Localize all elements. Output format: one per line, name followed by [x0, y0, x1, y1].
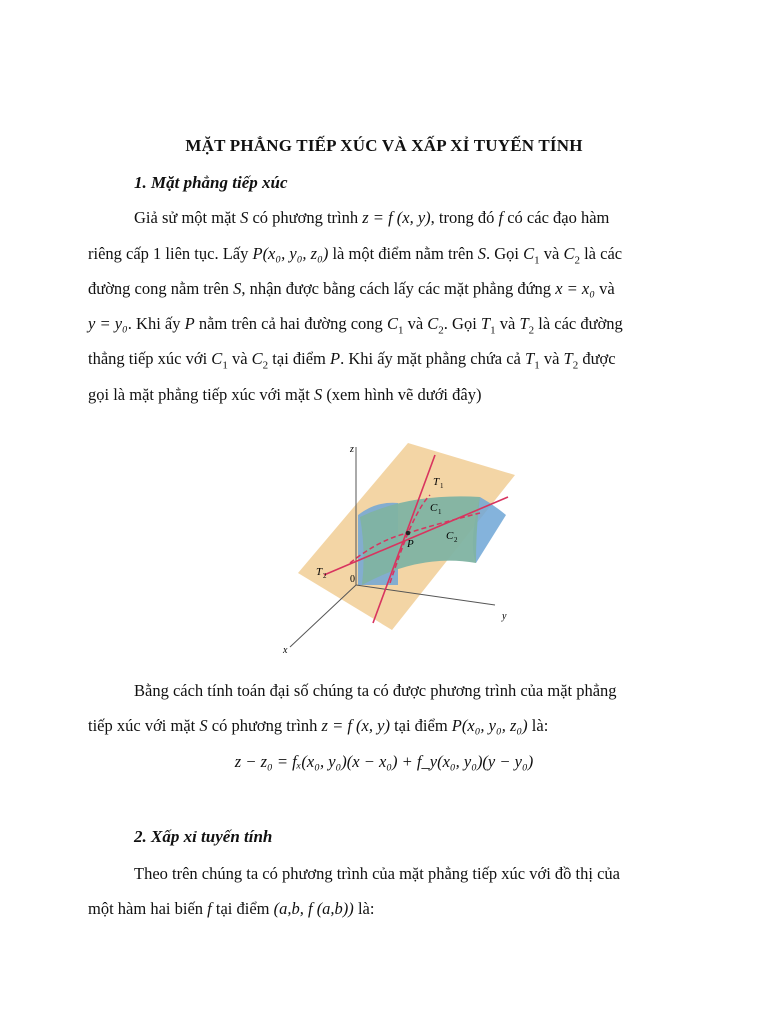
math-C1: C [523, 244, 535, 263]
math-S: S [313, 385, 323, 404]
text: . Gọi [485, 244, 524, 263]
math-T2: T [519, 314, 529, 333]
math-S: S [233, 279, 242, 298]
point-P [406, 531, 411, 536]
para3-line1: Theo trên chúng ta có phương trình của mặt phẳng tiếp xúc với đồ thị của [134, 864, 620, 883]
math-S: S [240, 208, 249, 227]
sub: 1 [490, 324, 496, 337]
label-T1-sub: 1 [440, 482, 444, 490]
text: có phương trình [207, 716, 322, 735]
label-C2-sub: 2 [454, 536, 458, 544]
text: đường cong nằm trên [88, 279, 234, 298]
text: , nhận được bằng cách lấy các mặt phẳng đứng [241, 279, 556, 298]
label-T2-sub: 2 [323, 572, 327, 580]
text: là: [353, 899, 375, 918]
text: và [227, 349, 252, 368]
text: và [495, 314, 520, 333]
math-T1: T [480, 314, 491, 333]
math-C2: C [427, 314, 439, 333]
label-T1: T [433, 476, 440, 488]
text: . Gọi [443, 314, 481, 333]
math-x-equation: x = x₀ [555, 279, 595, 298]
label-P: P [407, 538, 414, 550]
text: là một điểm nằm trên [328, 244, 478, 263]
text: thẳng tiếp xúc với [88, 349, 212, 368]
text: . Khi ấy mặt phẳng chứa cả [340, 349, 525, 368]
math-T1: T [525, 349, 535, 368]
text: là: [527, 716, 549, 735]
page-title: MẶT PHẲNG TIẾP XÚC VÀ XẤP XỈ TUYẾN TÍNH [185, 136, 583, 155]
label-C1-sub: 1 [438, 508, 442, 516]
para2-line2 [88, 716, 548, 736]
text: , trong đó [430, 208, 499, 227]
text: là các đường [534, 314, 623, 333]
label-z: z [350, 444, 354, 455]
section-1-heading: 1. Mặt phẳng tiếp xúc [134, 173, 288, 192]
section-2-heading: 2. Xấp xỉ tuyến tính [134, 827, 273, 846]
math-y-equation: y = y₀ [88, 314, 128, 333]
para1-line1 [134, 208, 609, 228]
label-x: x [283, 645, 288, 655]
text: có phương trình [248, 208, 363, 227]
math-C1: C [211, 349, 223, 368]
text: có các đạo hàm [503, 208, 610, 227]
para1-line3 [88, 279, 615, 299]
math-C1: C [386, 314, 398, 333]
math-T2: T [563, 349, 573, 368]
text: và [403, 314, 428, 333]
math-C2: C [563, 244, 575, 263]
tangent-plane-figure [280, 435, 525, 655]
tangent-plane-equation: z − z₀ = fₓ(x₀, y₀)(x − x₀) + f_y(x₀, y₀)(y − y₀) [234, 752, 534, 771]
math-P: P [184, 314, 195, 333]
para2-line1: Bằng cách tính toán đại số chúng ta có được phương trình của mặt phẳng [134, 681, 617, 700]
text: được [578, 349, 616, 368]
math-point-abf: (a,b, f (a,b)) [273, 899, 354, 918]
text: tại điểm [268, 349, 331, 368]
text: tiếp xúc với mặt [88, 716, 200, 735]
math-point-P0: P(x₀, y₀, z₀) [451, 716, 528, 735]
text: . Khi ấy [127, 314, 185, 333]
math-P: P [330, 349, 341, 368]
math-C2: C [251, 349, 263, 368]
label-origin: 0 [350, 574, 355, 585]
sub: 2 [262, 359, 269, 372]
text: và [539, 244, 564, 263]
sub: 2 [438, 324, 444, 337]
sub: 2 [528, 324, 535, 337]
x-axis [290, 585, 356, 647]
para1-line2 [88, 244, 622, 266]
label-C1: C [430, 502, 438, 514]
math-z-equation: z = f (x, y) [362, 208, 431, 227]
math-S: S [199, 716, 208, 735]
text: riêng cấp 1 liên tục. Lấy [88, 244, 253, 263]
math-z-equation: z = f (x, y) [321, 716, 390, 735]
text: tại điểm [389, 716, 452, 735]
text: nằm trên cả hai đường cong [194, 314, 387, 333]
sub: 1 [534, 254, 540, 267]
text: và [539, 349, 564, 368]
text: là các [579, 244, 623, 263]
para1-line6 [88, 385, 481, 405]
text: (xem hình vẽ dưới đây) [322, 385, 482, 404]
label-C2: C [446, 530, 454, 542]
para1-line4 [88, 314, 623, 336]
math-S: S [477, 244, 486, 263]
sub: 1 [534, 359, 540, 372]
para3-line2 [88, 899, 374, 919]
text: Giả sử một mặt [134, 208, 241, 227]
math-point-P0: P(x₀, y₀, z₀) [252, 244, 329, 263]
math-f: f [207, 899, 212, 918]
text: một hàm hai biến [88, 899, 208, 918]
sub: 2 [572, 359, 579, 372]
text: tại điểm [211, 899, 274, 918]
para1-line5 [88, 349, 616, 371]
math-f: f [498, 208, 504, 227]
label-y: y [502, 611, 507, 622]
label-T2: T [316, 566, 323, 578]
text: gọi là mặt phẳng tiếp xúc với mặt [88, 385, 314, 404]
sub: 2 [574, 254, 580, 267]
sub: 1 [222, 359, 228, 372]
sub: 1 [397, 324, 404, 337]
text: và [594, 279, 615, 298]
